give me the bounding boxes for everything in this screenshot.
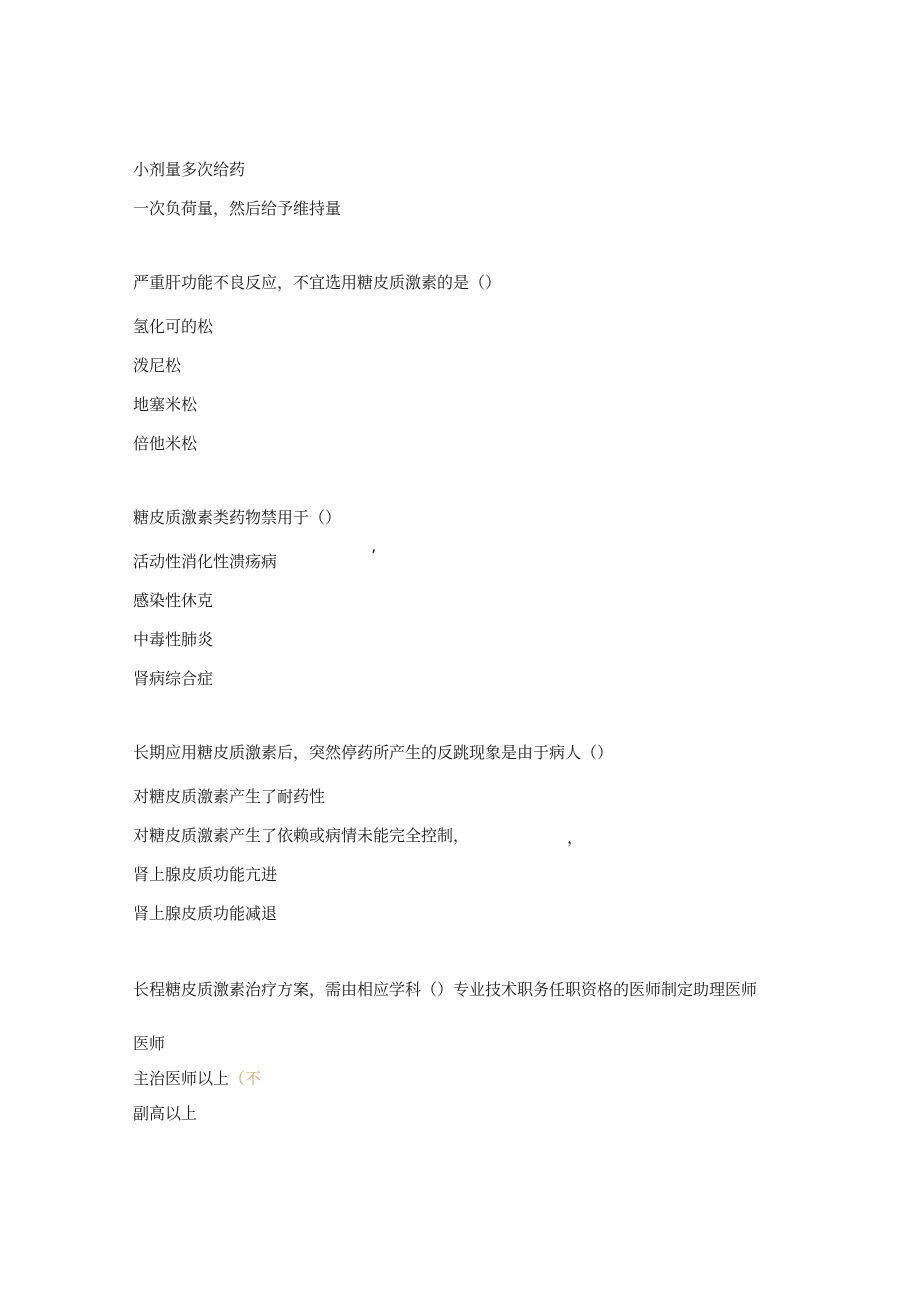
q3-option-3: 肾上腺皮质功能亢进 bbox=[133, 865, 278, 884]
q2-option-4: 肾病综合症 bbox=[133, 669, 214, 688]
q1-option-3: 地塞米松 bbox=[133, 395, 198, 414]
q1-option-4: 倍他米松 bbox=[133, 434, 198, 453]
q4-option-2-text: 主治医师以上 bbox=[133, 1069, 230, 1088]
q4-option-2 bbox=[133, 1069, 261, 1089]
q1-question: 严重肝功能不良反应，不宜选用糖皮质激素的是（） bbox=[133, 273, 502, 292]
q2-stray-mark: ’ bbox=[371, 546, 377, 565]
q0-option-1: 小剂量多次给药 bbox=[133, 160, 246, 179]
q1-option-1: 氢化可的松 bbox=[133, 317, 214, 336]
q2-option-3: 中毒性肺炎 bbox=[133, 630, 214, 649]
q4-option-1: 医师 bbox=[133, 1034, 166, 1053]
q4-option-2-suffix: （不 bbox=[229, 1069, 262, 1088]
q4-question: 长程糖皮质激素治疗方案，需由相应学科（）专业技术职务任职资格的医师制定助理医师 bbox=[133, 980, 758, 999]
q3-option-1: 对糖皮质激素产生了耐药性 bbox=[133, 787, 326, 806]
q3-option-4: 肾上腺皮质功能减退 bbox=[133, 904, 278, 923]
q2-option-1: 活动性消化性溃疡病 bbox=[133, 552, 278, 571]
q3-question: 长期应用糖皮质激素后，突然停药所产生的反跳现象是由于病人（） bbox=[133, 743, 614, 762]
q3-stray-mark: ， bbox=[567, 828, 584, 847]
q3-option-2: 对糖皮质激素产生了依赖或病情未能完全控制， bbox=[133, 826, 470, 845]
q2-question: 糖皮质激素类药物禁用于（） bbox=[133, 508, 342, 527]
q1-option-2: 泼尼松 bbox=[133, 356, 182, 375]
q2-option-2: 感染性休克 bbox=[133, 591, 214, 610]
q4-option-3: 副高以上 bbox=[133, 1104, 198, 1123]
q0-option-2: 一次负荷量，然后给予维持量 bbox=[133, 199, 342, 218]
